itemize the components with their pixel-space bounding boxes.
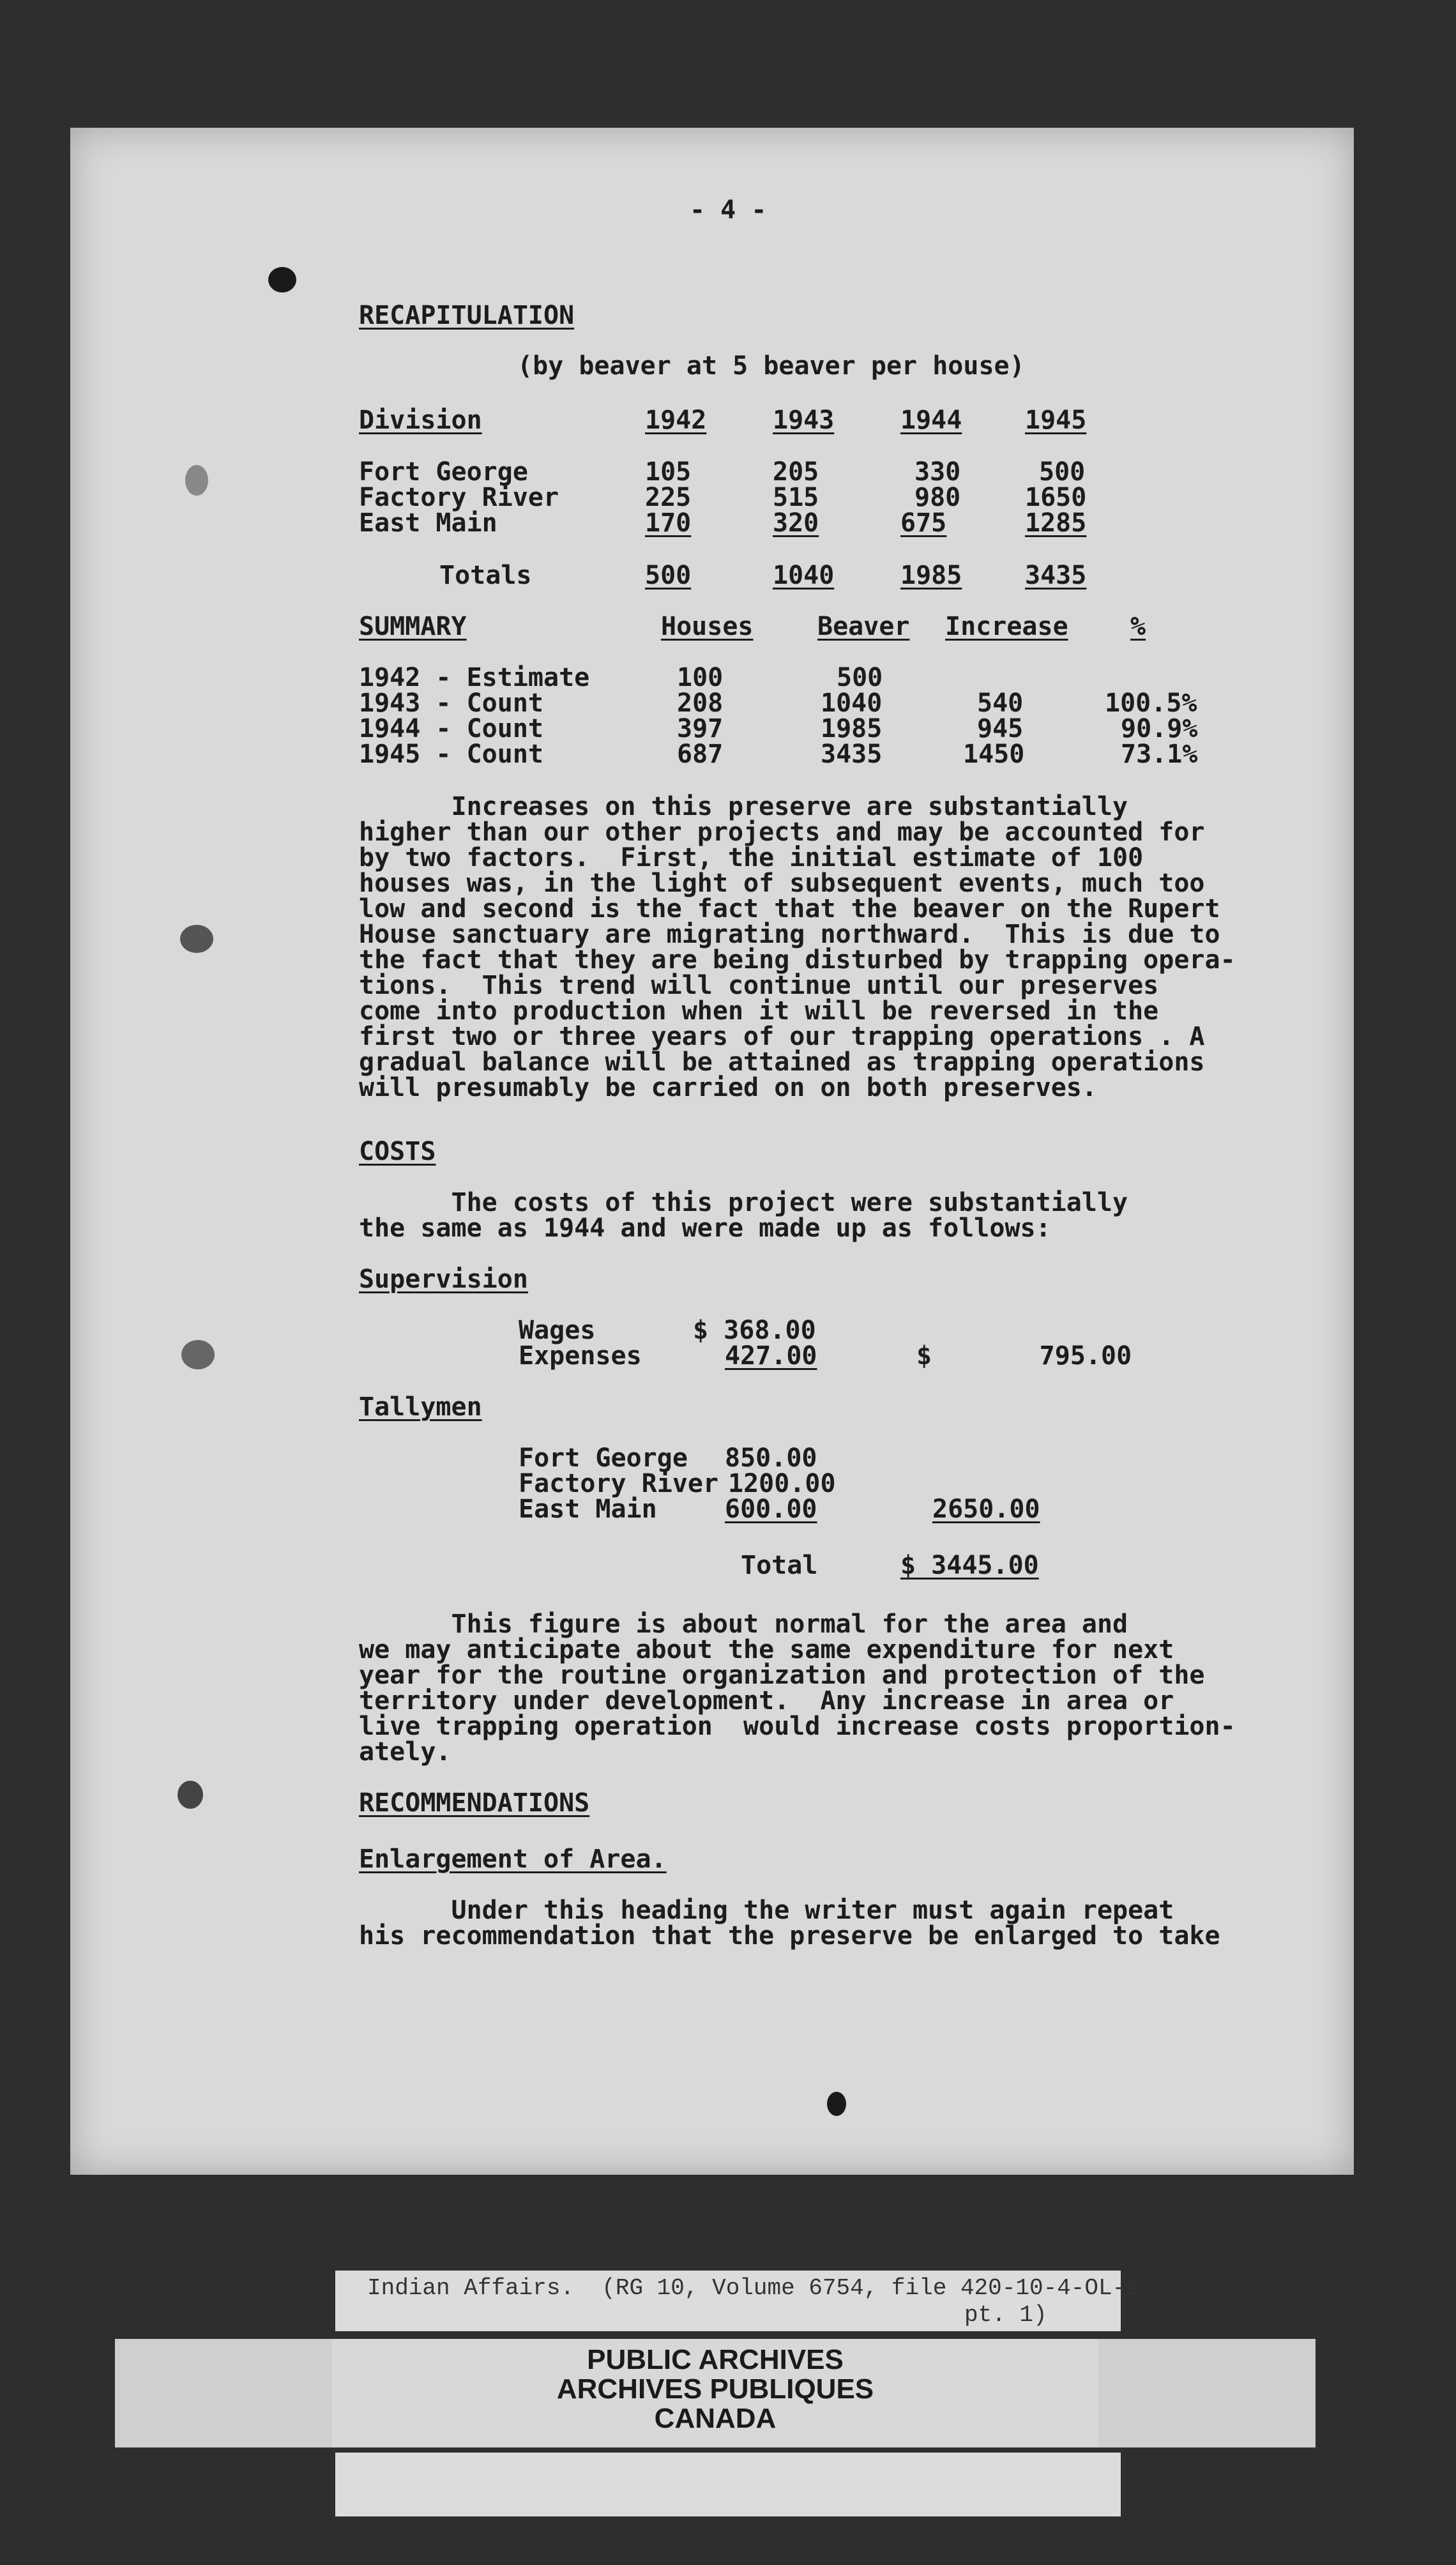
archive-label-line: Indian Affairs. (RG 10, Volume 6754, file 420-10-4-OL-1 [367,2275,1140,2301]
recommendation-line: Under this heading the writer must again repeat [359,1896,1174,1925]
division-value: 500 [1039,457,1086,487]
totals-value: 1985 [900,561,962,590]
expenses-value: 427.00 [725,1341,817,1371]
stamp-line: CANADA [654,2403,777,2434]
header-year: 1944 [900,406,962,435]
fort-george-label: Fort George [519,1443,688,1473]
summary-increase: 945 [977,714,1024,743]
costs-heading: COSTS [359,1137,436,1166]
costs-intro-line: the same as 1944 and were made up as follows: [359,1214,1051,1243]
tallymen-total: 2650.00 [932,1495,1040,1524]
punch-hole [185,465,208,496]
division-value: 1650 [1025,483,1087,512]
division-name: Fort George [359,457,528,487]
paragraph-line: tions. This trend will continue until our preserves [359,971,1159,1000]
summary-row-label: 1944 - Count [359,714,543,743]
summary-pct: 90.9% [1121,714,1198,743]
east-main-value: 600.00 [725,1495,817,1524]
division-value: 320 [773,508,819,538]
archive-footer-strip [335,2453,1121,2516]
punch-hole [178,1781,203,1809]
division-value: 205 [773,457,819,487]
paragraph-line: we may anticipate about the same expenditure for next [359,1635,1174,1664]
page-number: - 4 - [690,195,767,225]
fort-george-value: 850.00 [725,1443,817,1473]
summary-increase: 540 [977,689,1024,718]
summary-beaver: 3435 [821,740,883,769]
punch-hole [827,2092,846,2116]
totals-label: Totals [439,561,532,590]
total-value: $ 3445.00 [900,1551,1039,1580]
summary-houses: 100 [677,663,724,692]
totals-value: 3435 [1025,561,1087,590]
paragraph-line: year for the routine organization and protection of the [359,1661,1205,1690]
division-name: Factory River [359,483,559,512]
header-year: 1943 [773,406,835,435]
division-value: 170 [645,508,692,538]
summary-increase: 1450 [963,740,1025,769]
summary-row-label: 1942 - Estimate [359,663,590,692]
summary-col-increase: Increase [945,612,1068,641]
paragraph-line: gradual balance will be attained as trapping operations [359,1047,1205,1077]
paragraph-line: first two or three years of our trapping operations . A [359,1022,1205,1051]
factory-river-label: Factory River [519,1469,719,1498]
header-year: 1942 [645,406,707,435]
recapitulation-subtitle: (by beaver at 5 beaver per house) [517,351,1025,381]
enlargement-heading: Enlargement of Area. [359,1845,667,1874]
recapitulation-heading: RECAPITULATION [359,301,575,330]
paragraph-line: higher than our other projects and may be accounted for [359,818,1205,847]
division-value: 225 [645,483,692,512]
summary-row-label: 1945 - Count [359,740,543,769]
summary-beaver: 1040 [821,689,883,718]
paragraph-line: territory under development. Any increase in area or [359,1686,1174,1716]
paragraph-line: ately. [359,1737,451,1767]
paragraph-line: Increases on this preserve are substantially [359,792,1128,821]
summary-beaver: 500 [837,663,883,692]
summary-houses: 687 [677,740,724,769]
punch-hole [181,1340,215,1369]
totals-value: 1040 [773,561,835,590]
total-label: Total [741,1551,818,1580]
division-value: 515 [773,483,819,512]
summary-row-label: 1943 - Count [359,689,543,718]
summary-beaver: 1985 [821,714,883,743]
paragraph-line: houses was, in the light of subsequent events, much too [359,869,1205,898]
summary-pct: 73.1% [1121,740,1198,769]
division-value: 330 [914,457,961,487]
paragraph-line: low and second is the fact that the beaver on the Rupert [359,894,1220,924]
summary-houses: 208 [677,689,724,718]
recommendation-line: his recommendation that the preserve be enlarged to take [359,1921,1220,1951]
summary-pct: 100.5% [1105,689,1197,718]
archive-label-line: pt. 1) [964,2302,1047,2328]
totals-value: 500 [645,561,692,590]
division-value: 980 [914,483,961,512]
east-main-label: East Main [519,1495,657,1524]
summary-col-pct: % [1130,612,1146,641]
division-value: 1285 [1025,508,1087,538]
paragraph-line: This figure is about normal for the area and [359,1610,1128,1639]
paragraph-line: the fact that they are being disturbed by trapping opera- [359,945,1236,975]
summary-houses: 397 [677,714,724,743]
division-value: 105 [645,457,692,487]
stamp-line: ARCHIVES PUBLIQUES [556,2373,874,2405]
document-page [70,128,1354,2175]
summary-heading: SUMMARY [359,612,467,641]
tallymen-heading: Tallymen [359,1392,482,1422]
paragraph-line: come into production when it will be reversed in the [359,996,1159,1026]
factory-river-value: 1200.00 [728,1469,836,1498]
supervision-total: $ 795.00 [916,1341,1132,1371]
header-year: 1945 [1025,406,1087,435]
wages-label: Wages [519,1316,596,1345]
wages-value: $ 368.00 [693,1316,816,1345]
paragraph-line: by two factors. First, the initial estimate of 100 [359,843,1144,872]
summary-col-beaver: Beaver [817,612,910,641]
header-division: Division [359,406,482,435]
supervision-heading: Supervision [359,1265,528,1294]
division-name: East Main [359,508,497,538]
stamp-line: PUBLIC ARCHIVES [587,2344,844,2375]
paragraph-line: will presumably be carried on on both preserves. [359,1073,1097,1102]
division-value: 675 [900,508,947,538]
costs-intro-line: The costs of this project were substantially [359,1188,1128,1217]
punch-hole [180,925,213,953]
recommendations-heading: RECOMMENDATIONS [359,1788,590,1818]
expenses-label: Expenses [519,1341,642,1371]
punch-hole [268,267,296,293]
summary-col-houses: Houses [661,612,754,641]
paragraph-line: House sanctuary are migrating northward. This is due to [359,920,1220,949]
paragraph-line: live trapping operation would increase costs proportion- [359,1712,1236,1741]
